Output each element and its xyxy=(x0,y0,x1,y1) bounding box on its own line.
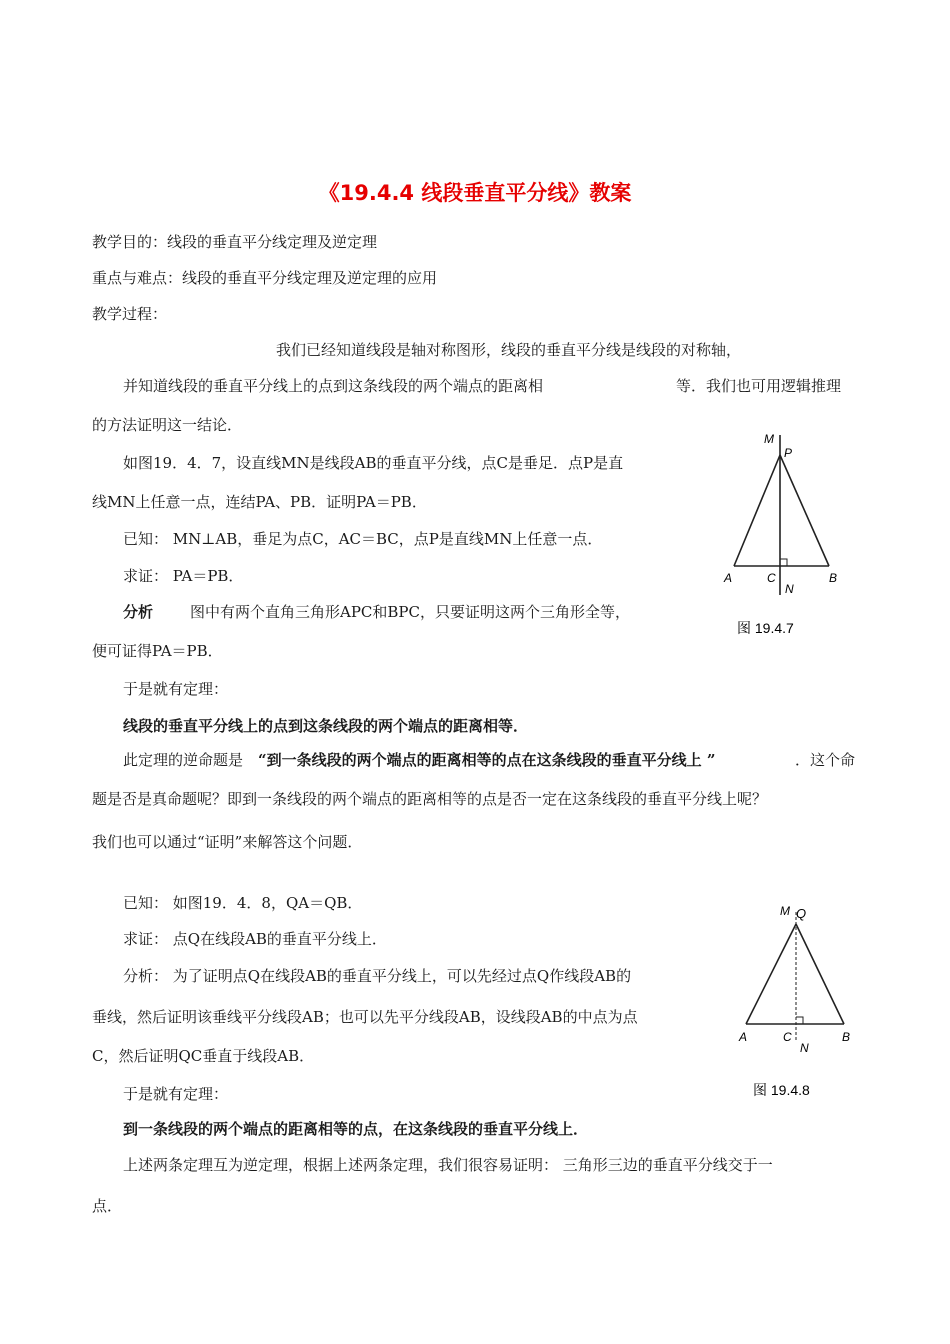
label-Q: Q xyxy=(796,906,807,921)
paragraph-line: 线MN上任意一点，连结PA、PB．证明PA＝PB． xyxy=(92,493,427,511)
paragraph-line: 并知道线段的垂直平分线上的点到这条线段的两个端点的距离相 xyxy=(123,377,544,395)
given-line: 已知： MN⊥AB，垂足为点C，AC＝BC，点P是直线MN上任意一点． xyxy=(123,530,603,548)
paragraph-line: 的方法证明这一结论． xyxy=(92,416,243,434)
paragraph-line: 垂线，然后证明该垂线平分线段AB；也可以先平分线段AB，设线段AB的中点为点 xyxy=(92,1008,638,1026)
theorem-statement: 线段的垂直平分线上的点到这条线段的两个端点的距离相等． xyxy=(123,717,529,735)
figure-19-4-8 xyxy=(726,896,876,1106)
objective-line: 教学目的：线段的垂直平分线定理及逆定理 xyxy=(92,233,378,251)
document-title: 《19.4.4 线段垂直平分线》教案 xyxy=(318,181,632,205)
paragraph-line: 上述两条定理互为逆定理，根据上述两条定理，我们很容易证明： 三角形三边的垂直平分线交于一 xyxy=(123,1156,773,1174)
paragraph-line: 于是就有定理： xyxy=(123,1085,229,1103)
paragraph-line: 便可证得PA＝PB． xyxy=(92,642,223,660)
label-B: B xyxy=(842,1030,851,1044)
figure-caption: 图 19.4.7 xyxy=(737,620,794,636)
label-C: C xyxy=(783,1030,792,1044)
label-M: M xyxy=(764,432,774,446)
analysis-label: 分析 xyxy=(123,603,154,621)
figure-19-4-7 xyxy=(712,425,872,645)
label-A: A xyxy=(724,571,733,585)
label-N: N xyxy=(785,582,794,596)
analysis-line: 分析： 为了证明点Q在线段AB的垂直平分线上，可以先经过点Q作线段AB的 xyxy=(123,967,632,985)
paragraph-line: 点． xyxy=(92,1197,123,1215)
paragraph-line: ．这个命 xyxy=(795,751,856,769)
paragraph-line: 等．我们也可用逻辑推理 xyxy=(676,377,842,395)
converse-statement: “到一条线段的两个端点的距离相等的点在这条线段的垂直平分线上 ” xyxy=(258,751,716,769)
label-N: N xyxy=(800,1041,809,1055)
paragraph-line: C，然后证明QC垂直于线段AB． xyxy=(92,1047,315,1065)
key-points-line: 重点与难点：线段的垂直平分线定理及逆定理的应用 xyxy=(92,269,438,287)
label-B: B xyxy=(829,571,838,585)
label-M: M xyxy=(780,904,790,918)
label-P: P xyxy=(784,446,793,460)
prove-line: 求证： 点Q在线段AB的垂直平分线上． xyxy=(123,930,387,948)
paragraph-line: 于是就有定理： xyxy=(123,680,229,698)
theorem-statement: 到一条线段的两个端点的距离相等的点，在这条线段的垂直平分线上． xyxy=(123,1120,589,1138)
paragraph-line: 我们已经知道线段是轴对称图形，线段的垂直平分线是线段的对称轴， xyxy=(276,341,742,359)
paragraph-line: 题是否是真命题呢？即到一条线段的两个端点的距离相等的点是否一定在这条线段的垂直平分线上呢？ xyxy=(92,790,768,808)
label-C: C xyxy=(767,571,776,585)
paragraph-line: 此定理的逆命题是 xyxy=(123,751,244,769)
paragraph-line: 如图19．4．7，设直线MN是线段AB的垂直平分线，点C是垂足．点P是直 xyxy=(123,454,624,472)
paragraph-line: 我们也可以通过“证明”来解答这个问题． xyxy=(92,833,363,851)
process-heading: 教学过程： xyxy=(92,305,168,323)
given-line: 已知： 如图19．4．8，QA＝QB． xyxy=(123,894,363,912)
analysis-line: 图中有两个直角三角形APC和BPC，只要证明这两个三角形全等， xyxy=(190,603,630,621)
label-A: A xyxy=(739,1030,748,1044)
prove-line: 求证： PA＝PB． xyxy=(123,567,244,585)
figure-caption: 图 19.4.8 xyxy=(753,1082,810,1098)
